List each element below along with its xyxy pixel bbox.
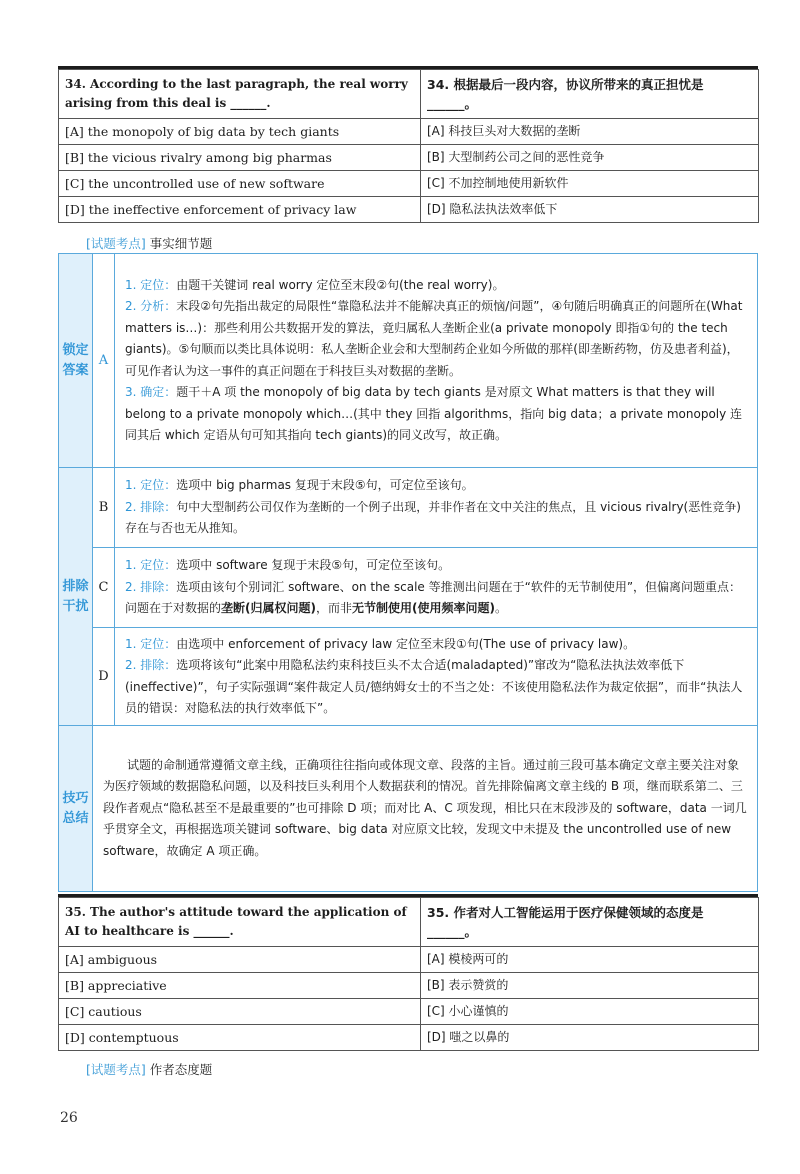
step-label: 1. 定位：	[125, 478, 177, 493]
analysis-option-b-row	[59, 468, 758, 548]
q35-question-en: 35. The author's attitude toward the application of AI to healthcare is ______.	[59, 898, 421, 947]
option-b-explanation	[115, 468, 758, 548]
step-label: 2. 排除：	[125, 499, 177, 514]
q35-option-c-en: [C] cautious	[59, 999, 421, 1025]
emphasis-text: 垄断(归属权问题)	[221, 601, 316, 616]
step-text: 由题干关键词 real worry 定位至末段②句(the real worry)。	[176, 277, 505, 292]
q35-option-row	[59, 1025, 759, 1051]
q35-option-row	[59, 999, 759, 1025]
test-point-label: [试题考点]	[86, 236, 146, 251]
q35-question-row	[59, 898, 759, 947]
answer-step-confirm	[125, 382, 749, 447]
q34-test-point	[86, 234, 212, 252]
q34-option-row	[59, 197, 759, 223]
option-d-explanation	[115, 628, 758, 726]
category-technique-summary: 技巧总结	[59, 726, 93, 892]
q34-option-d-zh: [D] 隐私法执法效率低下	[421, 197, 759, 223]
option-d-step-locate	[125, 634, 749, 656]
step-label: 1. 定位：	[125, 558, 177, 573]
analysis-summary-row	[59, 726, 758, 892]
option-c-step-exclude	[125, 577, 749, 620]
q35-option-row	[59, 947, 759, 973]
step-label: 1. 定位：	[125, 277, 177, 292]
q34-option-row	[59, 171, 759, 197]
q34-question-zh: 34. 根据最后一段内容，协议所带来的真正担忧是______。	[421, 70, 759, 119]
test-point-value: 事实细节题	[149, 236, 213, 251]
answer-explanation	[115, 254, 758, 468]
step-label: 2. 分析：	[125, 299, 177, 313]
step-label: 1. 定位：	[125, 636, 177, 651]
q34-option-a-en: [A] the monopoly of big data by tech giants	[59, 119, 421, 145]
option-c-letter: C	[93, 548, 115, 628]
option-d-letter: D	[93, 628, 115, 726]
analysis-table	[58, 253, 758, 892]
step-text: 题干＋A 项 the monopoly of big data by tech giants 是对原文 What matters is that they will belong to a private monopoly which…(其中 they 回指 algorithms，指向 big data；a private monopoly 连同其后 which 定语从句可知其指向 tech giants)的同义改写，故正确。	[125, 385, 743, 442]
analysis-option-c-row	[59, 548, 758, 628]
q34-option-b-en: [B] the vicious rivalry among big pharmas	[59, 145, 421, 171]
step-text: 选项中 big pharmas 复现于末段⑤句，可定位至该句。	[176, 478, 474, 493]
option-c-step-locate	[125, 555, 749, 577]
q34-option-d-en: [D] the ineffective enforcement of privacy law	[59, 197, 421, 223]
analysis-option-d-row	[59, 628, 758, 726]
page-number: 26	[60, 1110, 78, 1126]
answer-step-locate	[125, 275, 749, 297]
step-label: 3. 确定：	[125, 385, 177, 399]
step-text: 由选项中 enforcement of privacy law 定位至末段①句(The use of privacy law)。	[176, 636, 636, 651]
q34-option-row	[59, 119, 759, 145]
option-b-step-locate	[125, 475, 749, 497]
q34-option-a-zh: [A] 科技巨头对大数据的垄断	[421, 119, 759, 145]
q34-option-row	[59, 145, 759, 171]
option-d-step-exclude	[125, 655, 749, 720]
q35-option-a-zh: [A] 模棱两可的	[421, 947, 759, 973]
q35-option-d-zh: [D] 嗤之以鼻的	[421, 1025, 759, 1051]
q34-question-en: 34. According to the last paragraph, the real worry arising from this deal is ______.	[59, 70, 421, 119]
q35-question-zh: 35. 作者对人工智能运用于医疗保健领域的态度是______。	[421, 898, 759, 947]
option-b-letter: B	[93, 468, 115, 548]
q35-option-c-zh: [C] 小心谨慎的	[421, 999, 759, 1025]
category-locked-answer: 锁定答案	[59, 254, 93, 468]
step-text: 末段②句先指出裁定的局限性“靠隐私法并不能解决真正的烦恼/问题”，④句随后明确真正的问题所在(What matters is…)：那些利用公共数据开发的算法，竟归属私人垄断企业(a private monopoly 即指①句的 the tech giants)。⑤句顺而以类比具体说明：私人垄断企业会和大型制药企业如今所做的那样(即垄断药物，仿及患者利益)，可见作者认为这一事件的真正问题在于科技巨头对数据的垄断。	[125, 299, 743, 378]
option-b-step-exclude	[125, 497, 749, 540]
q35-test-point	[86, 1060, 212, 1078]
step-text: 选项将该句“此案中用隐私法约束科技巨头不太合适(maladapted)”窜改为“隐私法执法效率低下(ineffective)”，句子实际强调“案件裁定人员/德纳姆女士的不当之处：不该使用隐私法作为裁定依据”，而非“执法人员的错误：对隐私法的执行效率低下”。	[125, 658, 743, 715]
step-text: 。	[495, 601, 508, 616]
emphasis-text: 无节制使用(使用频率问题)	[352, 601, 495, 616]
q34-table	[58, 69, 759, 223]
q35-option-row	[59, 973, 759, 999]
q34-option-c-en: [C] the uncontrolled use of new software	[59, 171, 421, 197]
q35-option-a-en: [A] ambiguous	[59, 947, 421, 973]
answer-step-analyze	[125, 296, 749, 382]
step-text: 选项由该句个别词汇 software、on the scale 等推测出问题在于“软件的无节制使用”，但偏离问题重点：问题在于对数据的	[125, 579, 742, 616]
step-text: ，而非	[316, 601, 353, 616]
answer-letter: A	[93, 254, 115, 468]
category-exclude-distractors: 排除干扰	[59, 468, 93, 726]
step-text: 选项中 software 复现于末段⑤句，可定位至该句。	[176, 558, 451, 573]
q34-option-b-zh: [B] 大型制药公司之间的恶性竞争	[421, 145, 759, 171]
step-label: 2. 排除：	[125, 658, 177, 672]
q35-option-d-en: [D] contemptuous	[59, 1025, 421, 1051]
q34-option-c-zh: [C] 不加控制地使用新软件	[421, 171, 759, 197]
technique-summary-text: 试题的命制通常遵循文章主线，正确项往往指向或体现文章、段落的主旨。通过前三段可基本确定文章主要关注对象为医疗领域的数据隐私问题，以及科技巨头利用个人数据获利的情况。首先排除偏离文章主线的 B 项，继而联系第二、三段作者观点“隐私甚至不是最重要的”也可排除 D 项；而对比 A、C 项发现，相比只在末段涉及的 software，data 一词几乎贯穿全文，再根据选项关键词 software、big data 对应原文比较，发现文中未提及 the uncontrolled use of new software，故确定 A 项正确。	[93, 726, 758, 892]
q35-option-b-en: [B] appreciative	[59, 973, 421, 999]
q35-option-b-zh: [B] 表示赞赏的	[421, 973, 759, 999]
test-point-value: 作者态度题	[149, 1062, 213, 1077]
step-text: 句中大型制药公司仅作为垄断的一个例子出现，并非作者在文中关注的焦点，且 vicious rivalry(恶性竞争)存在与否也无从推知。	[125, 499, 741, 536]
test-point-label: [试题考点]	[86, 1062, 146, 1077]
q34-question-row	[59, 70, 759, 119]
analysis-answer-row	[59, 254, 758, 468]
option-c-explanation	[115, 548, 758, 628]
q35-table	[58, 897, 759, 1051]
step-label: 2. 排除：	[125, 579, 177, 594]
